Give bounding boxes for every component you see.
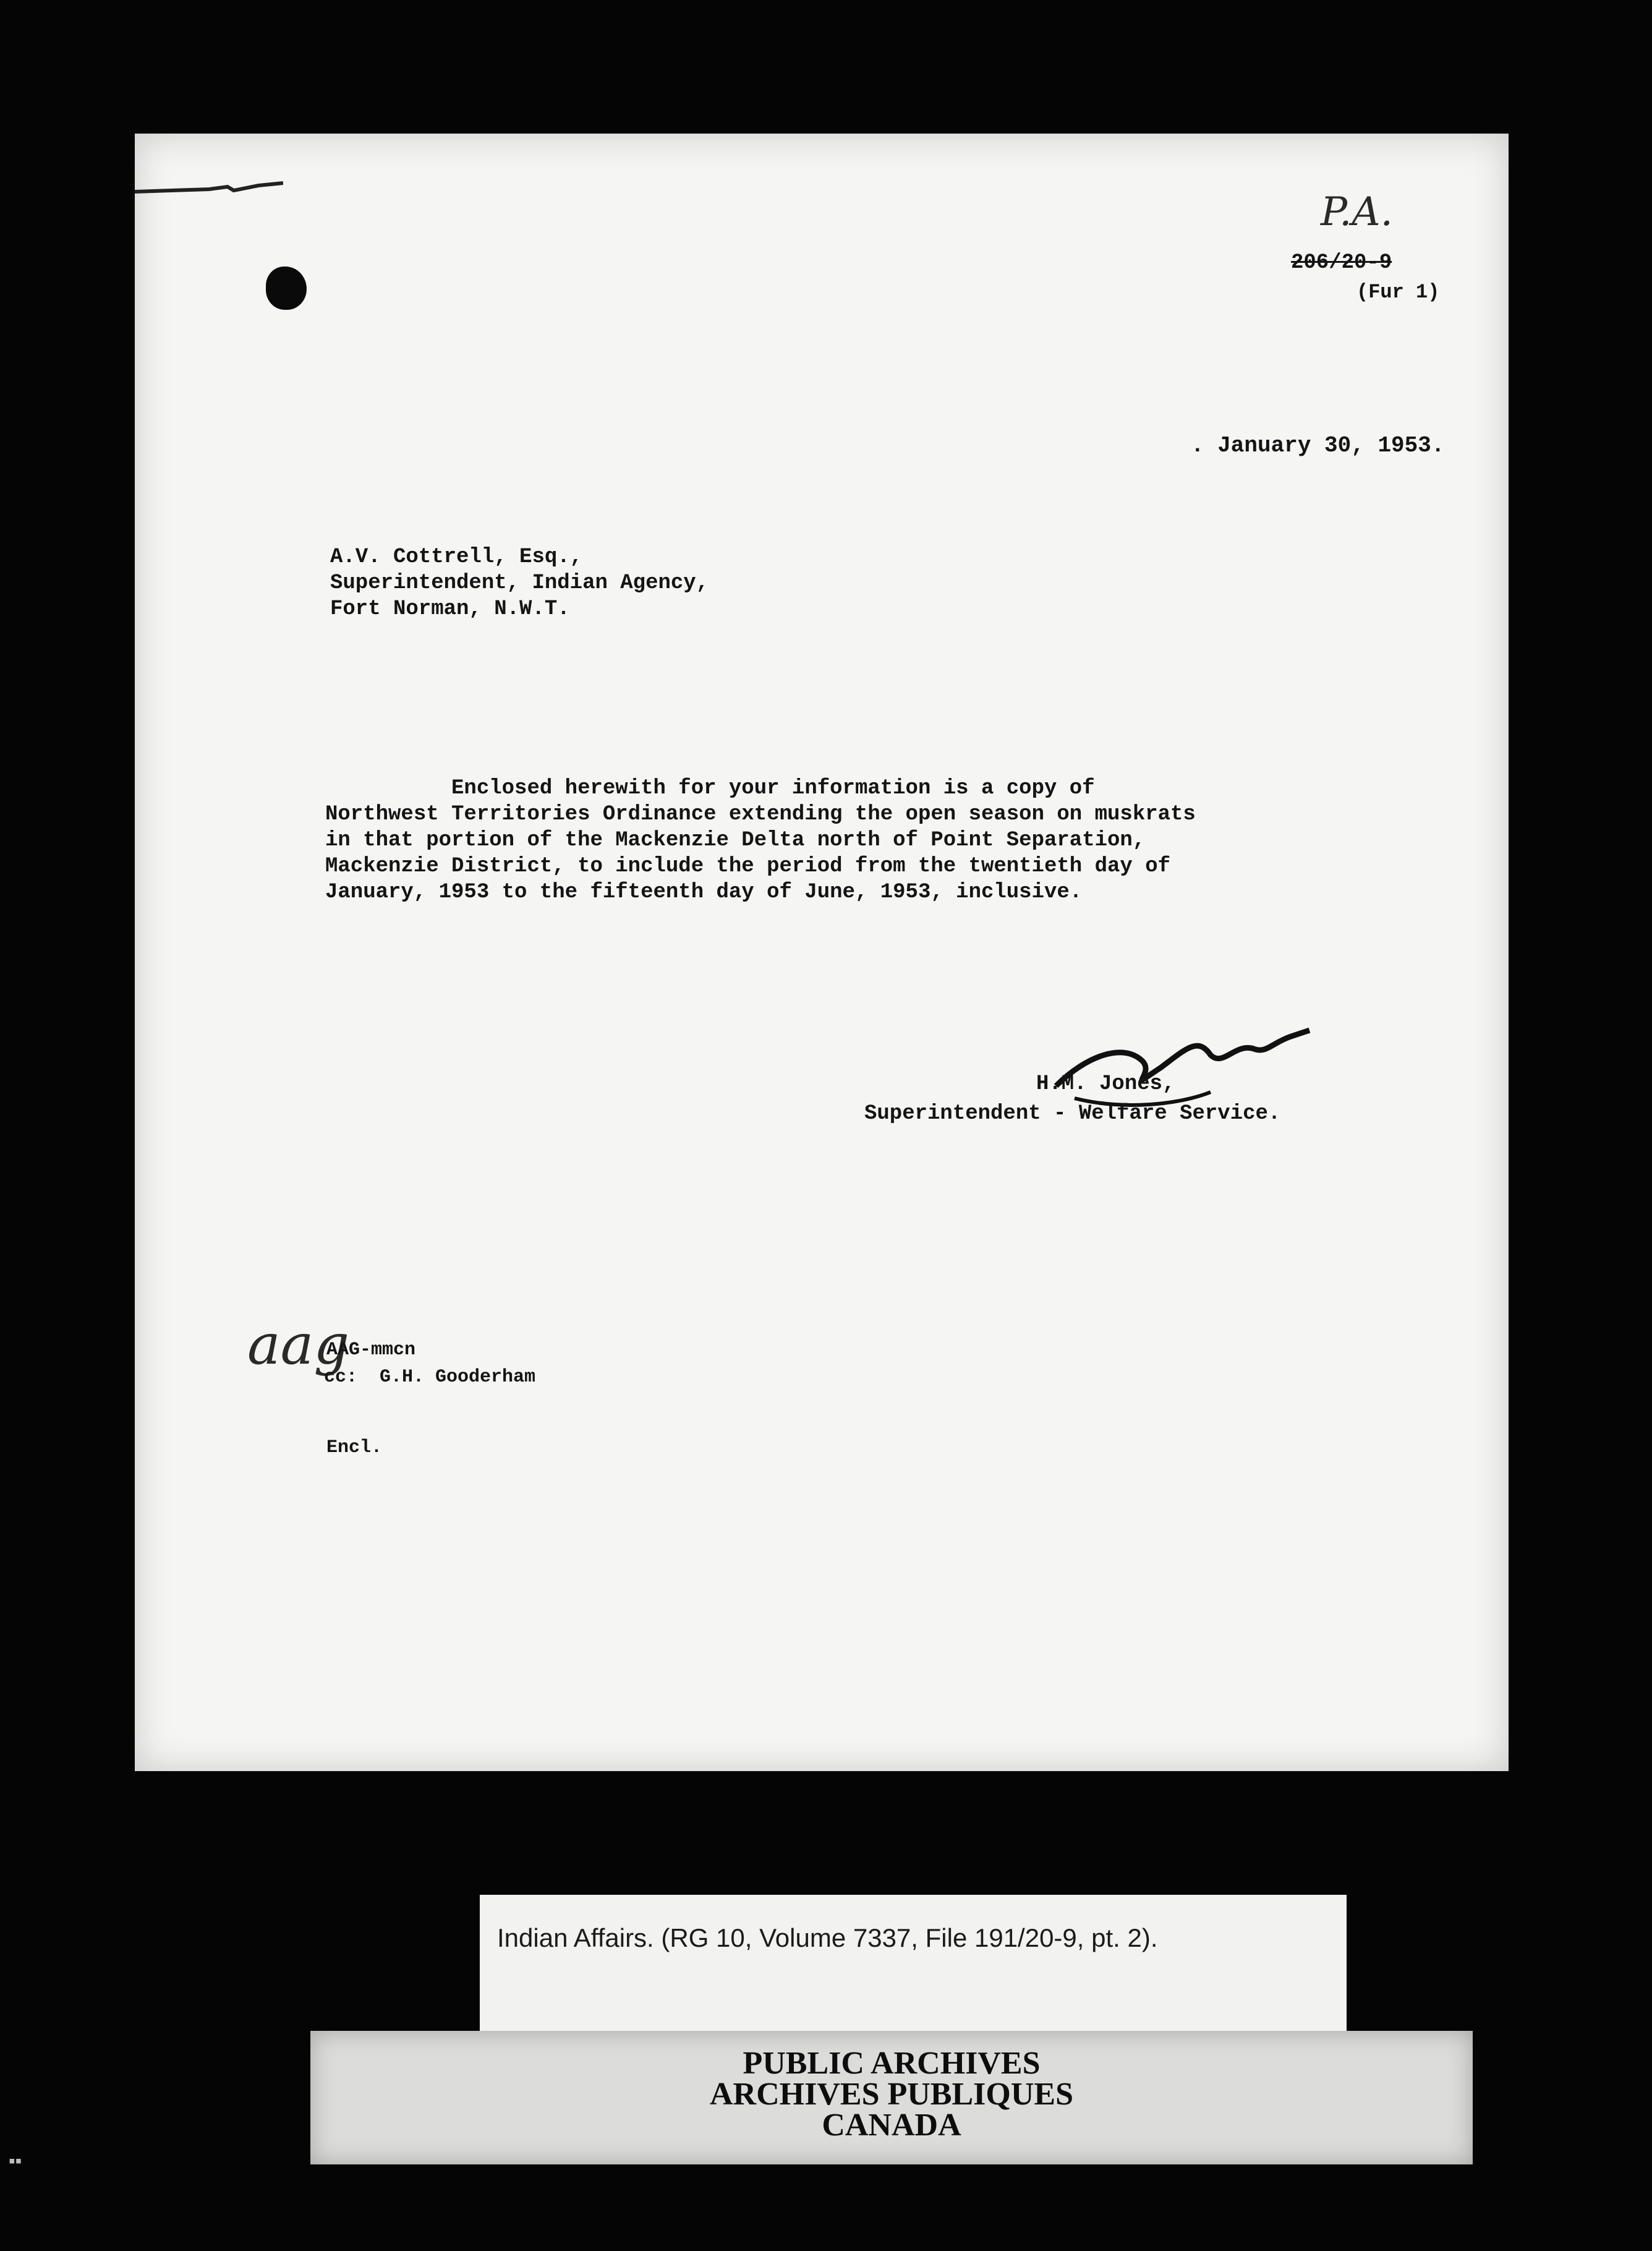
recipient-line: A.V. Cottrell, Esq.,	[330, 545, 583, 569]
body-line: January, 1953 to the fifteenth day of June, 1953, inclusive.	[325, 881, 1083, 904]
letter-date: . January 30, 1953.	[1191, 433, 1445, 458]
archive-line: ARCHIVES PUBLIQUES	[709, 2077, 1074, 2112]
reference-initials: AAG-mmcn	[326, 1339, 416, 1360]
body-line: Mackenzie District, to include the period from the twentieth day of	[325, 855, 1171, 878]
film-edge-marks: ▪▪	[9, 2151, 22, 2171]
archive-line: PUBLIC ARCHIVES	[743, 2046, 1041, 2081]
punch-hole	[266, 267, 307, 310]
recipient-line: Superintendent, Indian Agency,	[330, 571, 709, 595]
body-line: Northwest Territories Ordinance extending the open season on muskrats	[325, 803, 1196, 826]
document-page	[135, 134, 1509, 1771]
file-sub: (Fur 1)	[1356, 281, 1440, 304]
archive-stamp	[310, 2031, 1473, 2164]
signer-title: Superintendent - Welfare Service.	[864, 1102, 1281, 1126]
handwritten-initials: aag	[247, 1312, 349, 1377]
file-annotation-handwritten: P.A.	[1321, 189, 1393, 235]
recipient-block	[330, 544, 709, 622]
archive-stamp-text	[310, 2048, 1473, 2141]
archive-line: CANADA	[822, 2108, 961, 2143]
signer-name: H.M. Jones,	[1036, 1072, 1175, 1096]
file-number-text: 206/20-9	[1291, 251, 1392, 275]
enclosure-note: Encl.	[326, 1437, 383, 1458]
letter-body	[325, 775, 1196, 905]
carbon-copy-line: cc: G.H. Gooderham	[324, 1367, 536, 1388]
file-number	[1291, 251, 1392, 275]
recipient-line: Fort Norman, N.W.T.	[330, 597, 570, 621]
edge-ink-mark	[135, 178, 283, 203]
body-line: Enclosed herewith for your information is a copy of	[325, 777, 1095, 800]
citation-text: Indian Affairs. (RG 10, Volume 7337, File 191/20-9, pt. 2).	[497, 1923, 1158, 1952]
body-line: in that portion of the Mackenzie Delta north of Point Separation,	[325, 829, 1146, 852]
citation-label	[480, 1895, 1347, 2037]
